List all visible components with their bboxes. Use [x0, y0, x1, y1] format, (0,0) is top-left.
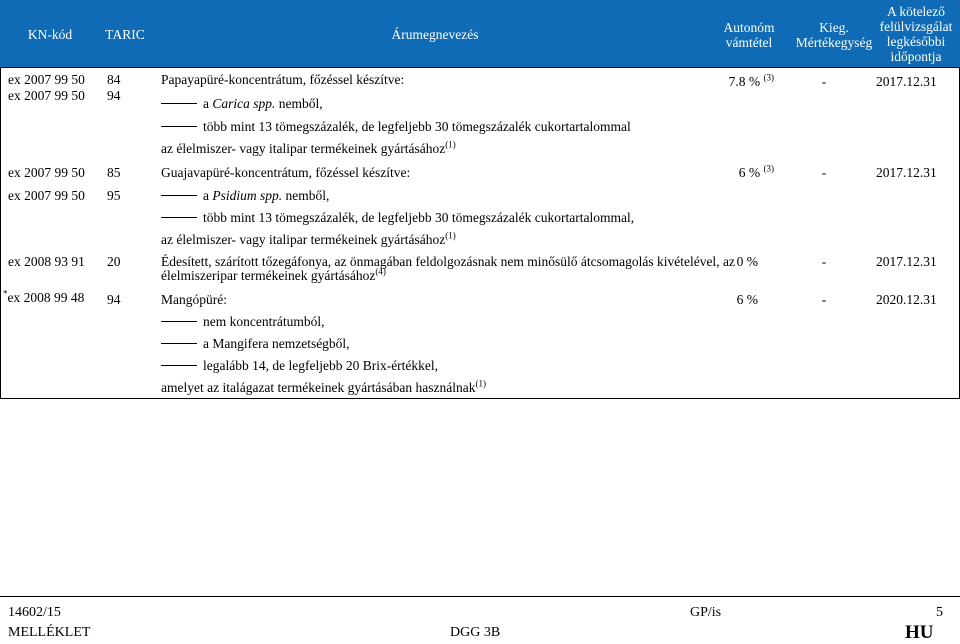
row1-rate-footnote: (3): [763, 72, 774, 83]
row4-line1-text: nem koncentrátumból,: [203, 314, 325, 329]
table-left-border: [0, 67, 1, 398]
col-header-description: Árumegnevezés: [391, 27, 479, 42]
row3-line2-footnote: (4): [375, 266, 386, 277]
row4-line1: [161, 314, 324, 329]
col-header-review-line1: A kötelező: [886, 4, 946, 19]
row2-line1-post: nemből,: [282, 188, 330, 203]
row2-line1-pre: a: [203, 188, 213, 203]
dash-mark: [161, 126, 197, 127]
row1-review-date: 2017.12.31: [876, 74, 937, 89]
row2-kn-code-1: ex 2007 99 50: [8, 165, 85, 180]
row3-line2: [161, 268, 386, 283]
row4-line2: [161, 336, 350, 351]
col-header-unit: [786, 20, 882, 50]
col-header-review-line4: időpontja: [890, 49, 942, 64]
row4-line3-text: legalább 14, de legfeljebb 20 Brix-értékkel,: [203, 358, 439, 373]
row4-unit: -: [821, 292, 827, 307]
row4-kn-code: [3, 290, 84, 305]
row1-line2: [161, 119, 631, 134]
col-header-kn: KN-kód: [27, 27, 73, 42]
row1-line1-genus: Carica spp.: [212, 96, 276, 111]
row4-line2-text: a Mangifera nemzetségből,: [203, 336, 350, 351]
row4-review-date: 2020.12.31: [876, 292, 937, 307]
row2-review-date: 2017.12.31: [876, 165, 937, 180]
dash-mark: [161, 365, 197, 366]
col-header-rate: [712, 20, 786, 50]
footer-initials: GP/is: [690, 605, 722, 620]
row2-rate-footnote: (3): [763, 163, 774, 174]
footer-annex: MELLÉKLET: [8, 625, 91, 640]
row1-line1-post: nemből,: [275, 96, 323, 111]
row4-kn-code-text: ex 2008 99 48: [7, 290, 85, 305]
row2-line2: [161, 210, 634, 225]
row2-rate: [700, 165, 774, 180]
row3-unit: -: [821, 254, 827, 269]
row1-line3-footnote: (1): [445, 139, 456, 150]
table-header: [0, 0, 960, 67]
row4-line4-footnote: (1): [475, 378, 486, 389]
row2-line2-text: több mint 13 tömegszázalék, de legfeljebb 30 tömegszázalék cukortartalommal,: [203, 210, 635, 225]
row1-line3-text: az élelmiszer- vagy italipar termékeinek gyártásához: [161, 141, 446, 156]
row2-line3-footnote: (1): [445, 230, 456, 241]
col-header-taric: TARIC: [105, 27, 145, 42]
row2-unit: -: [821, 165, 827, 180]
row2-rate-value: 6 %: [738, 165, 761, 180]
row4-title: Mangópüré:: [161, 292, 227, 307]
footer-rule: [0, 596, 960, 597]
row3-rate: 0 %: [736, 254, 758, 269]
row2-line1-genus: Psidium spp.: [212, 188, 283, 203]
row1-kn-code-2: ex 2007 99 50: [8, 88, 85, 103]
dash-mark: [161, 321, 197, 322]
col-header-unit-line1: Kieg.: [819, 20, 849, 35]
row2-line3-text: az élelmiszer- vagy italipar termékeinek gyártásához: [161, 232, 446, 247]
row4-amended-star: *: [3, 288, 8, 299]
row4-taric: 94: [107, 292, 121, 307]
row1-title: Papayapüré-koncentrátum, főzéssel készítve:: [161, 72, 405, 87]
row2-title: Guajavapüré-koncentrátum, főzéssel készítve:: [161, 165, 411, 180]
row3-line1: Édesített, szárított tőzegáfonya, az önmagában feldolgozásnak nem minősülő átcsomagolás kivételével, az: [161, 254, 735, 269]
row4-rate: 6 %: [736, 292, 758, 307]
table-bottom-border: [0, 398, 960, 399]
row2-line3: [161, 232, 456, 247]
footer-language-code: HU: [905, 622, 934, 643]
col-header-review-line3: legkésőbbi: [886, 34, 946, 49]
col-header-review-date: [872, 4, 960, 64]
row4-line3: [161, 358, 438, 373]
footer-directorate: DGG 3B: [450, 625, 501, 640]
row3-review-date: 2017.12.31: [876, 254, 937, 269]
dash-mark: [161, 343, 197, 344]
row1-line1-pre: a: [203, 96, 213, 111]
dash-mark: [161, 195, 197, 196]
col-header-unit-line2: Mértékegység: [795, 35, 873, 50]
row1-kn-code-1: ex 2007 99 50: [8, 72, 85, 87]
col-header-rate-line1: Autonóm: [723, 20, 775, 35]
row1-rate: [700, 74, 774, 89]
row2-kn-code-2: ex 2007 99 50: [8, 188, 85, 203]
row2-line1: [161, 188, 329, 203]
row4-line4-text: amelyet az italágazat termékeinek gyártásában használnak: [161, 380, 476, 395]
col-header-rate-line2: vámtétel: [725, 35, 773, 50]
footer-page-number: 5: [936, 605, 943, 620]
row4-line4: [161, 380, 486, 395]
table-top-border: [0, 67, 960, 68]
row3-kn-code: ex 2008 93 91: [8, 254, 85, 269]
row2-taric-2: 95: [107, 188, 121, 203]
footer-document-number: 14602/15: [8, 605, 61, 620]
row1-line2-text: több mint 13 tömegszázalék, de legfeljebb 30 tömegszázalék cukortartalommal: [203, 119, 631, 134]
row1-line1: [161, 96, 323, 111]
dash-mark: [161, 217, 197, 218]
row1-taric-1: 84: [107, 72, 121, 87]
col-header-review-line2: felülvizsgálat: [879, 19, 953, 34]
row1-rate-value: 7.8 %: [728, 74, 761, 89]
row1-line3: [161, 141, 456, 156]
row2-taric-1: 85: [107, 165, 121, 180]
dash-mark: [161, 103, 197, 104]
row3-line2-text: élelmiszeripar termékeinek gyártásához: [161, 268, 376, 283]
row3-taric: 20: [107, 254, 121, 269]
row1-taric-2: 94: [107, 88, 121, 103]
row1-unit: -: [821, 74, 827, 89]
